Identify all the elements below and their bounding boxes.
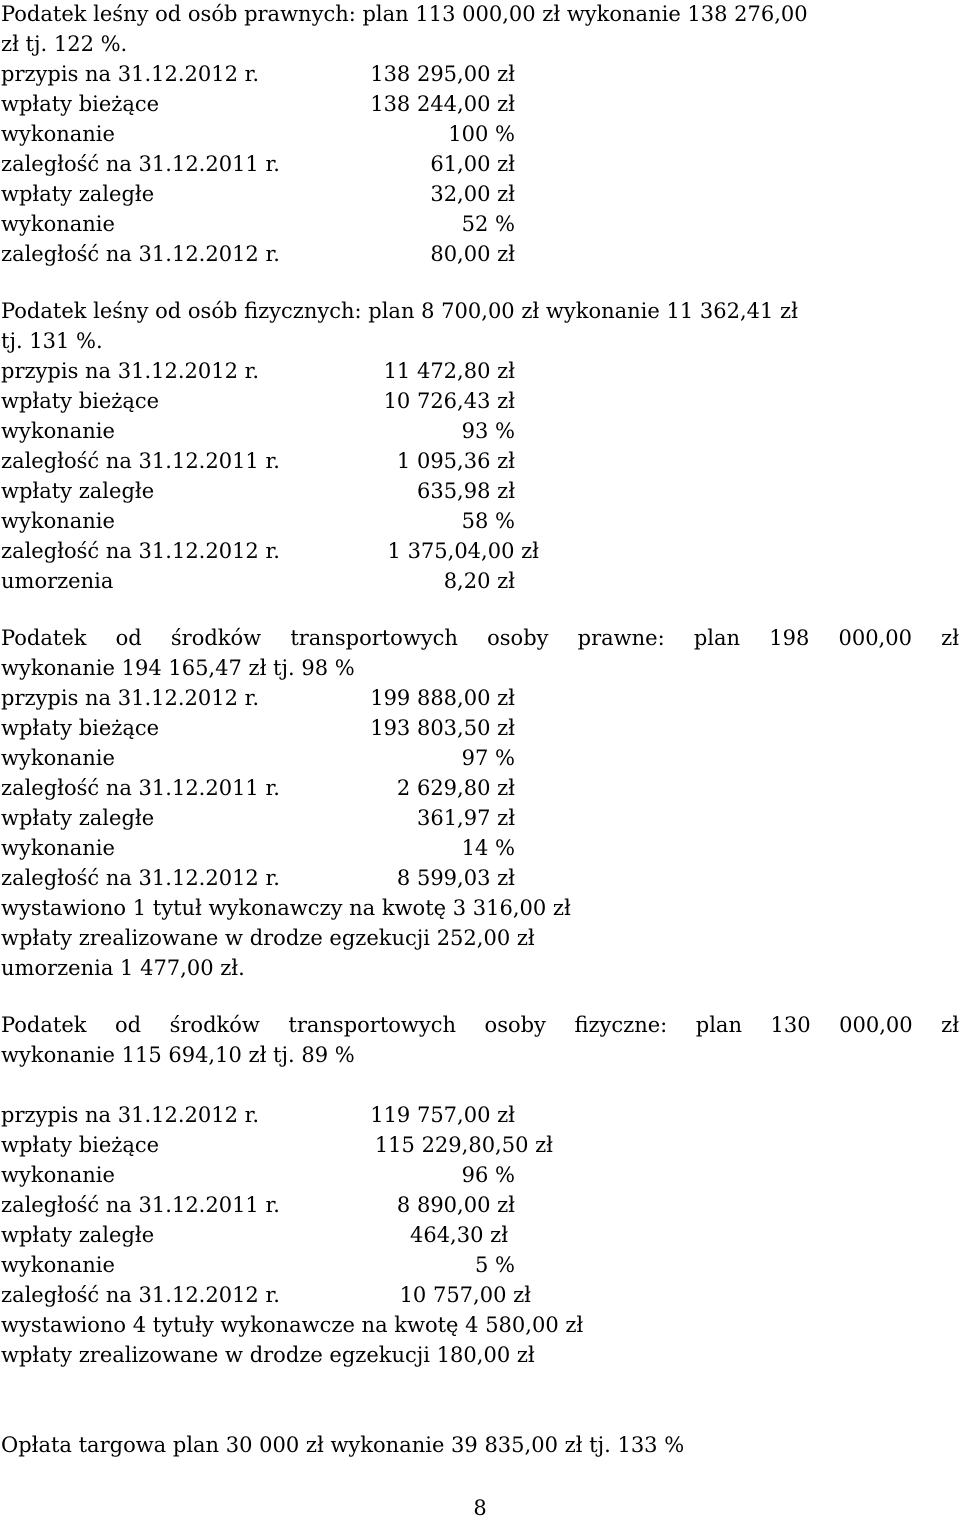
row-value: 361,97 zł [416, 806, 515, 830]
row-value: 52 % [461, 212, 515, 236]
row-value: 5 % [475, 1253, 515, 1277]
row-value: 193 803,50 zł [370, 716, 515, 740]
row-label: wykonanie [1, 1163, 115, 1187]
page-number: 8 [473, 1496, 487, 1520]
section-2-heading-line-1: Podatek leśny od osób fizycznych: plan 8 700,00 zł wykonanie 11 362,41 zł [1, 299, 798, 323]
section-1-heading-line-1: Podatek leśny od osób prawnych: plan 113 000,00 zł wykonanie 138 276,00 [1, 2, 808, 26]
row-value: 10 757,00 zł [399, 1283, 531, 1307]
row-value: 100 % [448, 122, 515, 146]
row-label: wpłaty zaległe [1, 182, 155, 206]
row-label: wpłaty zaległe [1, 806, 155, 830]
row-label: wpłaty bieżące [1, 716, 160, 740]
row-value: 115 229,80,50 zł [374, 1133, 553, 1157]
row-label: przypis na 31.12.2012 r. [1, 686, 260, 710]
row-label: wykonanie [1, 746, 115, 770]
row-label: wykonanie [1, 212, 115, 236]
row-label: umorzenia [1, 569, 114, 593]
row-label: wykonanie [1, 836, 115, 860]
row-value: 464,30 zł [409, 1223, 508, 1247]
row-label: wykonanie [1, 419, 115, 443]
row-value: 138 244,00 zł [370, 92, 515, 116]
row-value: 32,00 zł [430, 182, 515, 206]
row-value: 80,00 zł [430, 242, 515, 266]
row-label: przypis na 31.12.2012 r. [1, 1103, 260, 1127]
row-value: 97 % [461, 746, 515, 770]
row-label: wykonanie [1, 122, 115, 146]
row-label: wpłaty zaległe [1, 479, 155, 503]
row-value: 138 295,00 zł [370, 62, 515, 86]
row-value: 61,00 zł [430, 152, 515, 176]
row-value: 96 % [461, 1163, 515, 1187]
row-label: zaległość na 31.12.2011 r. [1, 152, 280, 176]
row-label: przypis na 31.12.2012 r. [1, 62, 260, 86]
row-label: wpłaty bieżące [1, 92, 160, 116]
row-label: zaległość na 31.12.2011 r. [1, 776, 280, 800]
row-value: 58 % [461, 509, 515, 533]
section-2-heading-line-2: tj. 131 %. [1, 329, 103, 353]
row-label: wykonanie [1, 509, 115, 533]
note-line: wystawiono 1 tytuł wykonawczy na kwotę 3 316,00 zł [1, 896, 571, 920]
note-line: wpłaty zrealizowane w drodze egzekucji 180,00 zł [1, 1343, 535, 1367]
row-label: wpłaty bieżące [1, 389, 160, 413]
section-4-heading-line-2: wykonanie 115 694,10 zł tj. 89 % [1, 1043, 355, 1067]
section-1-heading-line-2: zł tj. 122 %. [1, 32, 128, 56]
row-label: wpłaty zaległe [1, 1223, 155, 1247]
market-fee-line: Opłata targowa plan 30 000 zł wykonanie 39 835,00 zł tj. 133 % [1, 1433, 685, 1457]
row-label: zaległość na 31.12.2011 r. [1, 1193, 280, 1217]
note-line: wystawiono 4 tytuły wykonawcze na kwotę 4 580,00 zł [1, 1313, 584, 1337]
row-value: 8,20 zł [443, 569, 515, 593]
section-4-heading-line-1: Podatek od środków transportowych osoby fizyczne: plan 130 000,00 zł [1, 1013, 959, 1037]
note-line: umorzenia 1 477,00 zł. [1, 956, 245, 980]
row-value: 8 890,00 zł [396, 1193, 515, 1217]
row-value: 14 % [461, 836, 515, 860]
row-value: 635,98 zł [416, 479, 515, 503]
row-label: wykonanie [1, 1253, 115, 1277]
row-value: 10 726,43 zł [383, 389, 515, 413]
row-label: zaległość na 31.12.2012 r. [1, 1283, 280, 1307]
row-value: 11 472,80 zł [383, 359, 515, 383]
note-line: wpłaty zrealizowane w drodze egzekucji 252,00 zł [1, 926, 535, 950]
row-label: zaległość na 31.12.2012 r. [1, 242, 280, 266]
row-value: 8 599,03 zł [396, 866, 515, 890]
row-value: 1 375,04,00 zł [387, 539, 539, 563]
row-value: 119 757,00 zł [370, 1103, 515, 1127]
row-label: zaległość na 31.12.2012 r. [1, 866, 280, 890]
row-label: zaległość na 31.12.2012 r. [1, 539, 280, 563]
row-label: zaległość na 31.12.2011 r. [1, 449, 280, 473]
row-value: 2 629,80 zł [396, 776, 515, 800]
section-3-heading-line-2: wykonanie 194 165,47 zł tj. 98 % [1, 656, 355, 680]
row-value: 1 095,36 zł [396, 449, 515, 473]
row-value: 93 % [461, 419, 515, 443]
row-label: wpłaty bieżące [1, 1133, 160, 1157]
section-3-heading-line-1: Podatek od środków transportowych osoby prawne: plan 198 000,00 zł [1, 626, 959, 650]
row-label: przypis na 31.12.2012 r. [1, 359, 260, 383]
row-value: 199 888,00 zł [370, 686, 515, 710]
